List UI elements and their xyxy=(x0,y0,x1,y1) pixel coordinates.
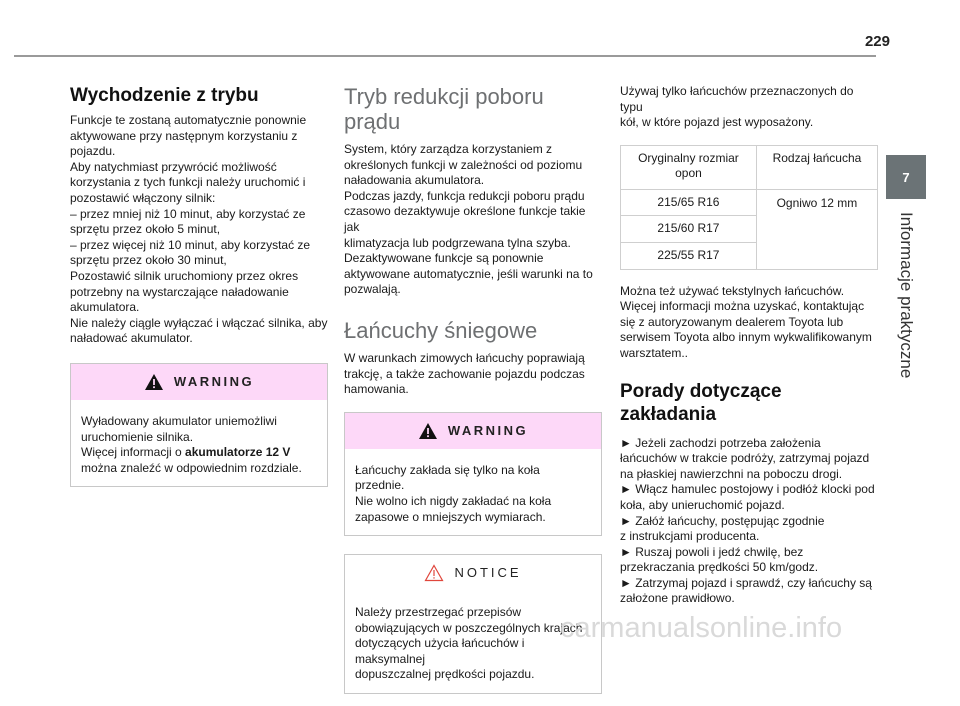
text-line: Nie należy ciągle wyłączać i włączać silnika, aby xyxy=(70,315,328,330)
text-line: Dezaktywowane funkcje są ponownie xyxy=(344,251,544,266)
heading-line: zakładania xyxy=(620,403,717,425)
chapter-title: Informacje praktyczne xyxy=(897,212,916,379)
text-line: aktywowane automatycznie, jeśli warunki na to xyxy=(344,266,593,281)
section-heading-snow-chains: Łańcuchy śniegowe xyxy=(344,317,538,343)
text-line: sprzętu przez około 30 minut, xyxy=(70,253,227,268)
heading-line: prądu xyxy=(344,109,401,134)
text-line: z instrukcjami producenta. xyxy=(620,529,760,544)
table-row xyxy=(621,189,878,216)
column-left xyxy=(70,84,328,499)
heading-line: Porady dotyczące xyxy=(620,380,782,402)
text-line: ► Jeżeli zachodzi potrzeba założenia xyxy=(620,435,821,450)
text-line: System, który zarządza korzystaniem z xyxy=(344,142,553,156)
table-header-tire-size xyxy=(621,145,757,189)
text-line: Można też używać tekstylnych łańcuchów. xyxy=(620,283,845,298)
text-line: pozwalają. xyxy=(344,282,401,297)
text-line: Funkcje te zostaną automatycznie ponownie xyxy=(70,113,307,127)
warning-icon xyxy=(144,373,164,391)
notice-label: NOTICE xyxy=(454,565,522,581)
text-line: – przez mniej niż 10 minut, aby korzystać ze xyxy=(70,206,306,221)
text-line: uruchomienie silnika. xyxy=(81,429,194,444)
text-line: się z autoryzowanym dealerem Toyota lub xyxy=(620,314,844,329)
text-line: dotyczących użycia łańcuchów i maksymalnej xyxy=(355,636,525,666)
text-line: ► Ruszaj powoli i jedź chwilę, bez xyxy=(620,544,804,559)
table-header-chain-type: Rodzaj łańcucha xyxy=(756,145,877,189)
text-fragment: Więcej informacji o xyxy=(81,445,186,460)
page-number: 229 xyxy=(864,33,890,50)
chain-intro-text xyxy=(620,84,878,131)
snow-chains-text xyxy=(344,351,602,398)
text-line: łańcuchów w trakcie podróży, zatrzymaj pojazd xyxy=(620,451,870,466)
text-line: Więcej informacji można uzyskać, kontaktując xyxy=(620,299,865,314)
table-cell-chain: Ogniwo 12 mm xyxy=(756,189,877,269)
text-line: na płaskiej nawierzchni na poboczu drogi. xyxy=(620,466,843,481)
table-header-row xyxy=(621,145,878,189)
warning-header xyxy=(71,364,327,400)
text-line: korzystania z tych funkcji należy uruchomić i xyxy=(70,175,306,190)
top-divider xyxy=(14,55,876,57)
section-heading-power-reduction xyxy=(344,84,602,134)
text-line: Pozostawić silnik uruchomiony przez okres xyxy=(70,268,299,283)
text-line: – przez więcej niż 10 minut, aby korzystać ze xyxy=(70,237,311,252)
warning-box-battery xyxy=(70,363,328,487)
text-line: Wyładowany akumulator uniemożliwi xyxy=(81,413,277,428)
warning-body xyxy=(345,449,601,535)
text-line: aktywowane przy następnym korzystaniu z xyxy=(70,128,298,143)
notice-icon xyxy=(424,564,444,582)
header-line: Oryginalny rozmiar xyxy=(638,150,739,165)
text-line: serwisem Toyota albo innym wykwalifikowanym xyxy=(620,330,872,345)
text-line: ► Zatrzymaj pojazd i sprawdź, czy łańcuchy są xyxy=(620,575,872,590)
text-line: obowiązujących w poszczególnych krajach xyxy=(355,620,583,635)
text-line: pozostawić włączony silnik: xyxy=(70,190,216,205)
text-line: ► Załóż łańcuchy, postępując zgodnie xyxy=(620,513,825,528)
warning-body xyxy=(71,400,327,486)
exit-mode-text xyxy=(70,113,328,347)
watermark: carmanualsonline.info xyxy=(560,612,843,644)
text-line: akumulatora. xyxy=(70,300,140,315)
header-line: opon xyxy=(675,166,702,181)
text-line: naładować akumulator. xyxy=(70,331,193,346)
notice-header xyxy=(345,555,601,591)
text-line: Łańcuchy zakłada się tylko na koła przednie. xyxy=(355,462,540,493)
chapter-tab[interactable]: 7 xyxy=(886,155,926,199)
heading-line: Tryb redukcji poboru xyxy=(344,84,544,109)
text-line: warsztatem.. xyxy=(620,345,689,360)
bold-reference: akumulatorze 12 V xyxy=(185,445,291,460)
text-line: potrzebny na wystarczające naładowanie xyxy=(70,284,289,299)
text-line: sprzętu przez około 5 minut, xyxy=(70,222,221,237)
text-line: W warunkach zimowych łańcuchy poprawiają xyxy=(344,350,585,365)
table-cell-size: 215/65 R16 xyxy=(621,189,757,216)
warning-header xyxy=(345,413,601,449)
text-line xyxy=(81,445,317,461)
table-cell-size: 225/55 R17 xyxy=(621,242,757,269)
text-line: kół, w które pojazd jest wyposażony. xyxy=(620,115,814,130)
table-cell-size: 215/60 R17 xyxy=(621,216,757,243)
text-line: ► Włącz hamulec postojowy i podłóż klocki pod xyxy=(620,482,875,497)
text-line: zapasowe o mniejszych wymiarach. xyxy=(355,509,546,524)
fitting-tips-text xyxy=(620,436,878,608)
warning-box-chains xyxy=(344,412,602,536)
warning-icon xyxy=(418,422,438,440)
text-line: Nie wolno ich nigdy zakładać na koła xyxy=(355,493,552,508)
text-line: koła, aby unieruchomić pojazd. xyxy=(620,497,785,512)
power-reduction-text xyxy=(344,142,602,298)
text-line: dopuszczalnej prędkości pojazdu. xyxy=(355,667,535,682)
text-line: określonych funkcji w zależności od poziomu xyxy=(344,157,583,172)
text-line: naładowania akumulatora. xyxy=(344,173,485,188)
section-heading-exit-mode: Wychodzenie z trybu xyxy=(70,85,259,106)
text-line: pojazdu. xyxy=(70,144,116,159)
text-line: przekraczania prędkości 50 km/godz. xyxy=(620,560,819,575)
warning-label: WARNING xyxy=(447,422,529,438)
column-right xyxy=(620,84,878,607)
warning-label: WARNING xyxy=(173,374,255,390)
text-line: Aby natychmiast przywrócić możliwość xyxy=(70,159,277,174)
text-line: hamowania. xyxy=(344,382,409,397)
text-line: trakcję, a także zachowanie pojazdu podczas xyxy=(344,366,585,381)
text-line: założone prawidłowo. xyxy=(620,591,735,606)
text-line: można znaleźć w odpowiednim rozdziale. xyxy=(81,460,302,475)
text-line: Używaj tylko łańcuchów przeznaczonych do typu xyxy=(620,84,854,114)
text-line: czasowo dezaktywuje określone funkcje takie jak xyxy=(344,204,586,234)
text-line: Należy przestrzegać przepisów xyxy=(355,605,522,620)
text-line: Podczas jazdy, funkcja redukcji poboru prądu xyxy=(344,188,585,203)
section-heading-fitting-tips xyxy=(620,380,878,426)
text-line: klimatyzacja lub podgrzewana tylna szyba. xyxy=(344,235,571,250)
chain-size-table xyxy=(620,145,878,270)
textile-chains-text xyxy=(620,284,878,362)
